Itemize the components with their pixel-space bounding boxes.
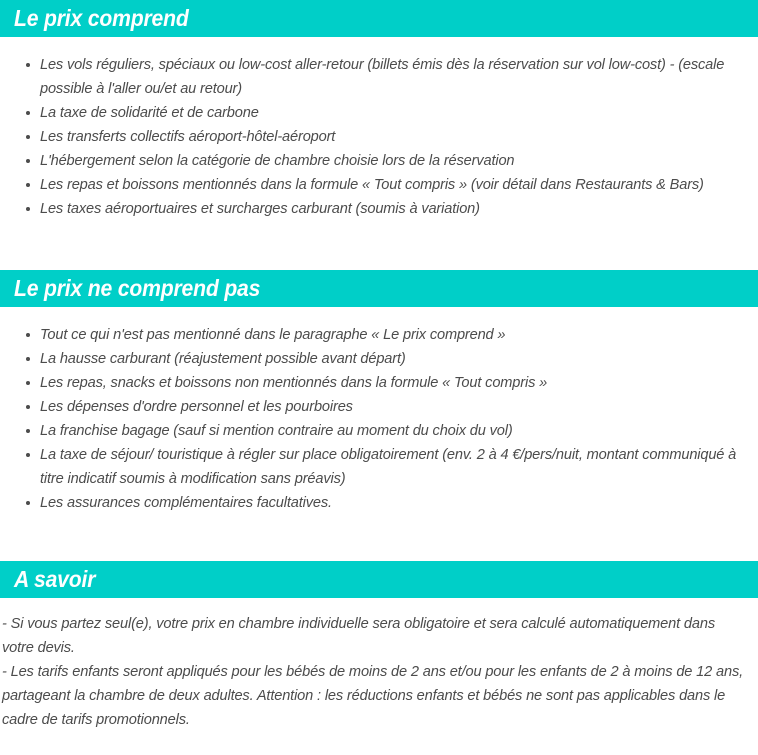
list-item: La hausse carburant (réajustement possible avant départ) [0,347,758,371]
list-item: La franchise bagage (sauf si mention contraire au moment du choix du vol) [0,419,758,443]
section-header-a-savoir [0,561,758,598]
list-item: Tout ce qui n'est pas mentionné dans le paragraphe « Le prix comprend » [0,323,758,347]
list-item: La taxe de séjour/ touristique à régler sur place obligatoirement (env. 2 à 4 €/pers/nuit, montant communiqué à titre indicatif soumis à modification sans préavis) [0,443,758,491]
section-body-prix-ne-comprend-pas [0,323,758,515]
excluded-list [0,323,758,515]
section-header-prix-ne-comprend-pas [0,270,758,307]
section-body-prix-comprend [0,53,758,221]
section-body-a-savoir [0,612,758,732]
section-prix-ne-comprend-pas [0,270,758,515]
included-list [0,53,758,221]
spacer [0,307,758,323]
list-item: L'hébergement selon la catégorie de chambre choisie lors de la réservation [0,149,758,173]
section-prix-comprend [0,0,758,221]
list-item: Les repas, snacks et boissons non mentionnés dans la formule « Tout compris » [0,371,758,395]
list-item: La taxe de solidarité et de carbone [0,101,758,125]
list-item: Les repas et boissons mentionnés dans la formule « Tout compris » (voir détail dans Restaurants & Bars) [0,173,758,197]
list-item: Les taxes aéroportuaires et surcharges carburant (soumis à variation) [0,197,758,221]
list-item: Les assurances complémentaires facultatives. [0,491,758,515]
section-header-prix-comprend [0,0,758,37]
section-title: Le prix comprend [14,5,189,31]
section-title: Le prix ne comprend pas [14,275,261,301]
list-item: Les vols réguliers, spéciaux ou low-cost aller-retour (billets émis dès la réservation sur vol low-cost) - (escale possible à l'aller ou/et au retour) [0,53,758,101]
list-item: Les transferts collectifs aéroport-hôtel-aéroport [0,125,758,149]
note-paragraph: - Les tarifs enfants seront appliqués pour les bébés de moins de 2 ans et/ou pour les enfants de 2 à moins de 12 ans, partageant la chambre de deux adultes. Attention : les réductions enfants et bébés ne sont pas applicables dans le cadre de tarifs promotionnels. [2,664,743,728]
spacer [0,598,758,612]
note-paragraph: - Si vous partez seul(e), votre prix en chambre individuelle sera obligatoire et sera calculé automatiquement dans votre devis. [2,616,715,656]
section-a-savoir [0,561,758,732]
spacer [0,221,758,270]
spacer [0,37,758,53]
list-item: Les dépenses d'ordre personnel et les pourboires [0,395,758,419]
section-title: A savoir [14,566,96,592]
spacer [0,515,758,561]
